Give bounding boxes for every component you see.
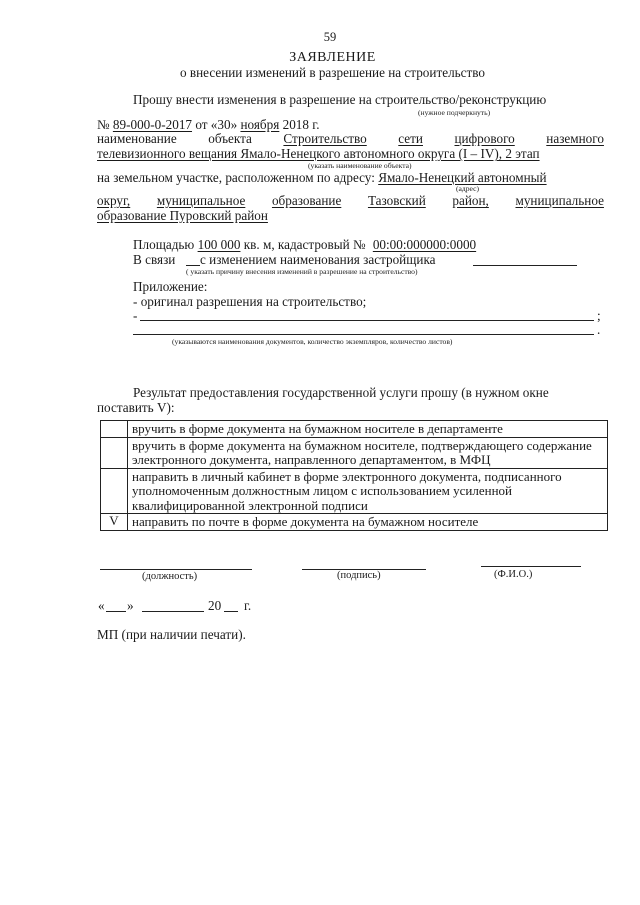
permit-number: 89-000-0-2017 (112, 117, 193, 132)
attachment-item: - оригинал разрешения на строительство; (133, 294, 367, 309)
address-prefix: на земельном участке, расположенном по адресу: (97, 170, 375, 185)
option-checkbox[interactable] (101, 468, 128, 514)
page-number: 59 (323, 30, 337, 44)
address-word: муниципальное (515, 193, 604, 208)
date-close-quote: » (127, 598, 134, 613)
area-line (133, 237, 476, 253)
table-row (101, 421, 608, 438)
result-line1: Результат предоставления государственной услуги прошу (в нужном окне (133, 385, 549, 400)
number-label: № (97, 117, 110, 132)
option-text: направить в личный кабинет в форме электронного документа, подписанного уполномоченным должностным лицом с использованием усиленной квалифицированной электронной подписи (128, 468, 608, 514)
address-line1 (97, 170, 547, 186)
attachment-semicolon: ; (597, 308, 601, 323)
area-label: Площадью (133, 237, 195, 252)
permit-from: от «30» (195, 117, 238, 132)
date-month-blank[interactable] (142, 611, 204, 612)
area-value: 100 000 (197, 237, 241, 252)
option-checkbox[interactable]: V (101, 514, 128, 531)
reason-text: с изменением наименования застройщика (200, 252, 436, 267)
permit-year: 2018 г. (282, 117, 320, 132)
attachments-label: Приложение: (133, 279, 208, 294)
hint-address: (адрес) (456, 184, 480, 193)
attachment-line (133, 334, 594, 335)
result-line2: поставить V): (97, 400, 175, 415)
option-text: вручить в форме документа на бумажном носителе в департаменте (128, 421, 608, 438)
permit-month: ноября (240, 117, 280, 132)
object-word: наименование (97, 131, 177, 146)
object-word: наземного (546, 131, 604, 146)
reason-line (473, 265, 577, 266)
date-year-prefix: 20 (208, 598, 222, 613)
address-word: муниципальное (156, 193, 246, 208)
object-name-line2: телевизионного вещания Ямало-Ненецкого автономного округа (I – IV), 2 этап (97, 146, 540, 161)
object-name-line1 (97, 131, 604, 147)
delivery-options-table (100, 420, 608, 531)
attachment-line (140, 320, 594, 321)
address-word: Тазовский (367, 193, 426, 208)
table-row (101, 468, 608, 514)
option-checkbox[interactable] (101, 421, 128, 438)
cadastral-label: кв. м, кадастровый № (243, 237, 366, 252)
signature-caption: (подпись) (337, 570, 381, 581)
option-checkbox[interactable] (101, 437, 128, 468)
document-title: ЗАЯВЛЕНИЕ (289, 50, 376, 65)
address-word: округ, (97, 193, 131, 208)
address-line3: образование Пуровский район (97, 208, 268, 223)
address-value: Ямало-Ненецкий автономный (378, 170, 547, 185)
hint-attachments: (указываются наименования документов, количество экземпляров, количество листов) (172, 337, 453, 346)
attachment-dash: - (133, 308, 138, 323)
position-caption: (должность) (142, 571, 198, 582)
hint-reason: ( указать причину внесения изменений в разрешение на строительство) (186, 267, 418, 276)
address-word: образование (271, 193, 342, 208)
attachment-period: . (597, 322, 601, 337)
stamp-note: МП (при наличии печати). (97, 627, 246, 642)
hint-underline: (нужное подчеркнуть) (418, 108, 491, 117)
position-line[interactable] (100, 569, 252, 570)
document-subtitle: о внесении изменений в разрешение на строительство (179, 65, 486, 80)
date-day-blank[interactable] (106, 611, 126, 612)
object-word: объекта (208, 131, 252, 146)
object-word: цифрового (454, 131, 515, 146)
object-word: сети (398, 131, 423, 146)
option-text: направить по почте в форме документа на бумажном носителе (128, 514, 608, 531)
reason-prefix: В связи (133, 252, 176, 267)
fio-caption: (Ф.И.О.) (494, 569, 533, 580)
date-year-blank[interactable] (224, 611, 238, 612)
table-row (101, 437, 608, 468)
table-row (101, 514, 608, 531)
option-text: вручить в форме документа на бумажном носителе, подтверждающего содержание электронного документа, направленного департаментом, в МФЦ (128, 437, 608, 468)
hint-object: (указать наименование объекта) (308, 161, 412, 170)
cadastral-number: 00:00:000000:0000 (372, 237, 477, 252)
date-open-quote: « (98, 598, 105, 613)
reason-blank (186, 265, 200, 266)
object-word: Строительство (283, 131, 367, 146)
date-year-suffix: г. (244, 598, 252, 613)
address-line2 (97, 193, 604, 209)
request-line: Прошу внести изменения в разрешение на строительство/реконструкцию (133, 92, 547, 107)
address-word: район, (452, 193, 489, 208)
fio-line[interactable] (481, 566, 581, 567)
